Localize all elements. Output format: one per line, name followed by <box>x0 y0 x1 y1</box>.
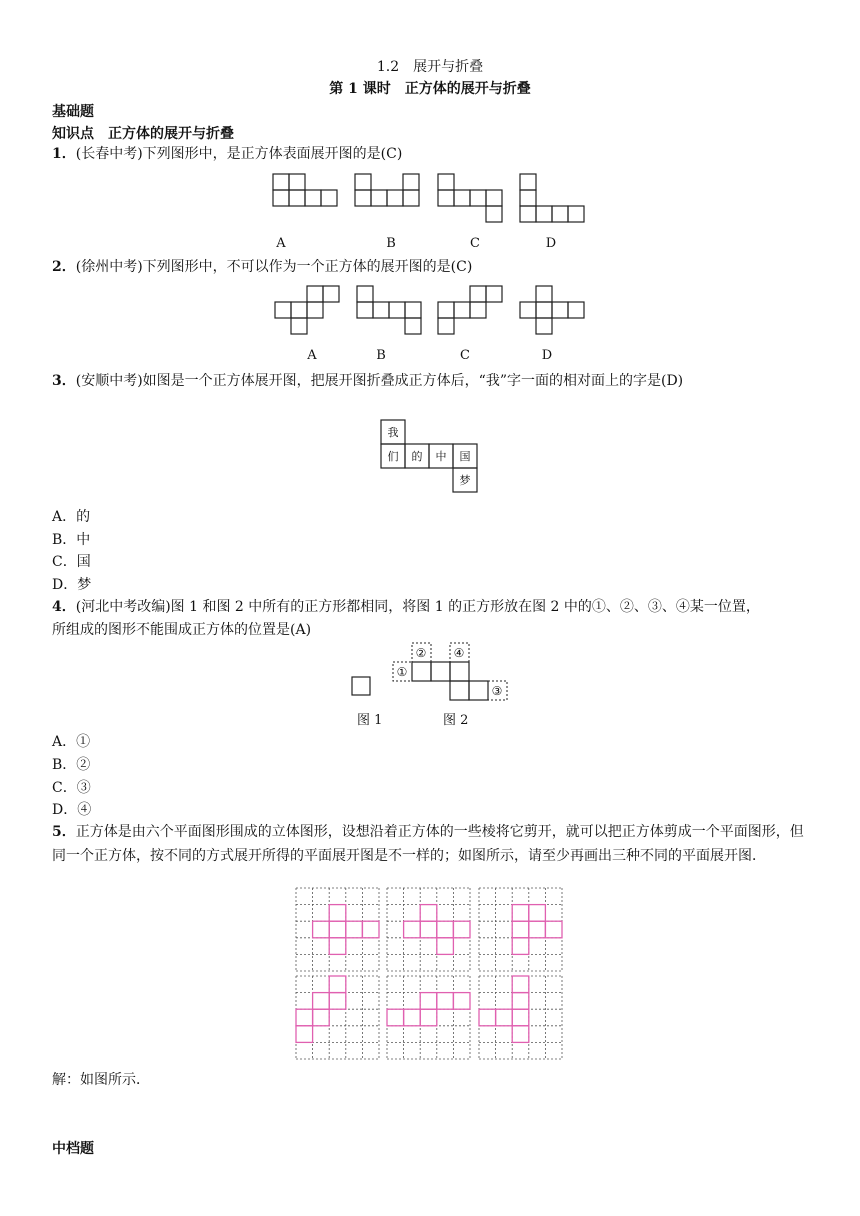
q3-char-zhong: 中 <box>435 450 447 463</box>
q1-label-b: B <box>386 236 396 251</box>
net-face <box>529 905 546 922</box>
knowledge-point-heading: 知识点 正方体的展开与折叠 <box>52 126 234 142</box>
net-face <box>479 1009 496 1026</box>
question-5: 5．正方体是由六个平面图形围成的立体图形，设想沿着正方体的一些棱将它剪开，就可以把正方体剪成一个平面图形，但同一个正方体，按不同的方式展开所得的平面展开图是不一样的；如图所示，请至少再画出三种不同的平面展开图． <box>52 824 804 864</box>
net-face <box>313 921 330 938</box>
net-face <box>420 905 437 922</box>
net-face <box>404 1009 421 1026</box>
basic-heading: 基础题 <box>52 104 94 120</box>
net-face <box>512 993 529 1010</box>
net-face <box>420 993 437 1010</box>
net-face <box>420 921 437 938</box>
net-face <box>529 921 546 938</box>
section-title: 1.2 展开与折叠 <box>376 59 484 75</box>
q1-label-c: C <box>470 236 480 251</box>
fig2-caption: 图 2 <box>443 713 469 728</box>
net-face <box>420 1009 437 1026</box>
net-face <box>512 1026 529 1043</box>
answer-grid-4 <box>296 976 379 1059</box>
net-face <box>329 921 346 938</box>
net-face <box>437 993 454 1010</box>
q4-option-d: D．④ <box>52 802 92 818</box>
q3-char-meng: 梦 <box>459 474 471 487</box>
q1-label-d: D <box>545 236 557 251</box>
net-face <box>387 1009 404 1026</box>
net-face <box>329 938 346 955</box>
answer-grid-2 <box>387 888 470 971</box>
answer-grid-6 <box>479 976 562 1059</box>
answer-grid-1 <box>296 888 379 971</box>
net-face <box>313 1009 330 1026</box>
net-face <box>329 905 346 922</box>
net-face <box>512 938 529 955</box>
net-face <box>329 976 346 993</box>
net-face <box>512 905 529 922</box>
q1-label-a: A <box>276 236 286 251</box>
lesson-title: 第 1 课时 正方体的展开与折叠 <box>329 81 531 97</box>
net-face <box>296 1026 313 1043</box>
q2-label-a: A <box>307 348 317 363</box>
question-3: 3．(安顺中考)如图是一个正方体展开图，把展开图折叠成正方体后，“我”字一面的相对面上的字是(D) <box>52 373 684 389</box>
q2-label-c: C <box>460 348 470 363</box>
question-2: 2．(徐州中考)下列图形中，不可以作为一个正方体的展开图的是(C) <box>52 259 473 275</box>
q4-option-b: B．② <box>52 757 91 773</box>
question-1: 1．(长春中考)下列图形中，是正方体表面展开图的是(C) <box>52 146 403 162</box>
net-face <box>329 993 346 1010</box>
question-4-line1: 4．(河北中考改编)图 1 和图 2 中所有的正方形都相同，将图 1 的正方形放在图 2 中的①、②、③、④某一位置， <box>52 599 760 615</box>
net-face <box>313 993 330 1010</box>
q2-label-d: D <box>541 348 553 363</box>
marker-4: ④ <box>453 646 465 660</box>
answer-grid-3 <box>479 888 562 971</box>
q3-option-b: B．中 <box>52 532 91 548</box>
net-face <box>404 921 421 938</box>
q4-option-a: A．① <box>52 734 91 750</box>
net-face <box>453 993 470 1010</box>
q4-option-c: C．③ <box>52 780 91 796</box>
q3-option-d: D．梦 <box>52 577 92 593</box>
q3-char-wo: 我 <box>387 426 399 439</box>
question-4-line2: 所组成的图形不能围成正方体的位置是(A) <box>52 622 312 638</box>
q5-answer: 解：如图所示． <box>52 1072 150 1088</box>
q3-option-c: C．国 <box>52 554 91 570</box>
net-face <box>512 921 529 938</box>
net-face <box>362 921 379 938</box>
q3-char-men: 们 <box>387 450 399 463</box>
net-face <box>512 976 529 993</box>
net-face <box>296 1009 313 1026</box>
net-face <box>512 1009 529 1026</box>
net-face <box>346 921 363 938</box>
medium-heading: 中档题 <box>52 1141 94 1157</box>
net-face <box>453 921 470 938</box>
marker-2: ② <box>415 646 427 660</box>
q3-char-guo: 国 <box>459 450 471 463</box>
net-face <box>545 921 562 938</box>
net-face <box>496 1009 513 1026</box>
marker-3: ③ <box>491 684 503 698</box>
q3-char-de: 的 <box>411 450 423 463</box>
q3-option-a: A．的 <box>52 509 91 525</box>
q2-label-b: B <box>376 348 386 363</box>
marker-1: ① <box>396 665 408 679</box>
answer-grid-5 <box>387 976 470 1059</box>
net-face <box>437 938 454 955</box>
fig1-caption: 图 1 <box>357 713 383 728</box>
net-face <box>437 921 454 938</box>
